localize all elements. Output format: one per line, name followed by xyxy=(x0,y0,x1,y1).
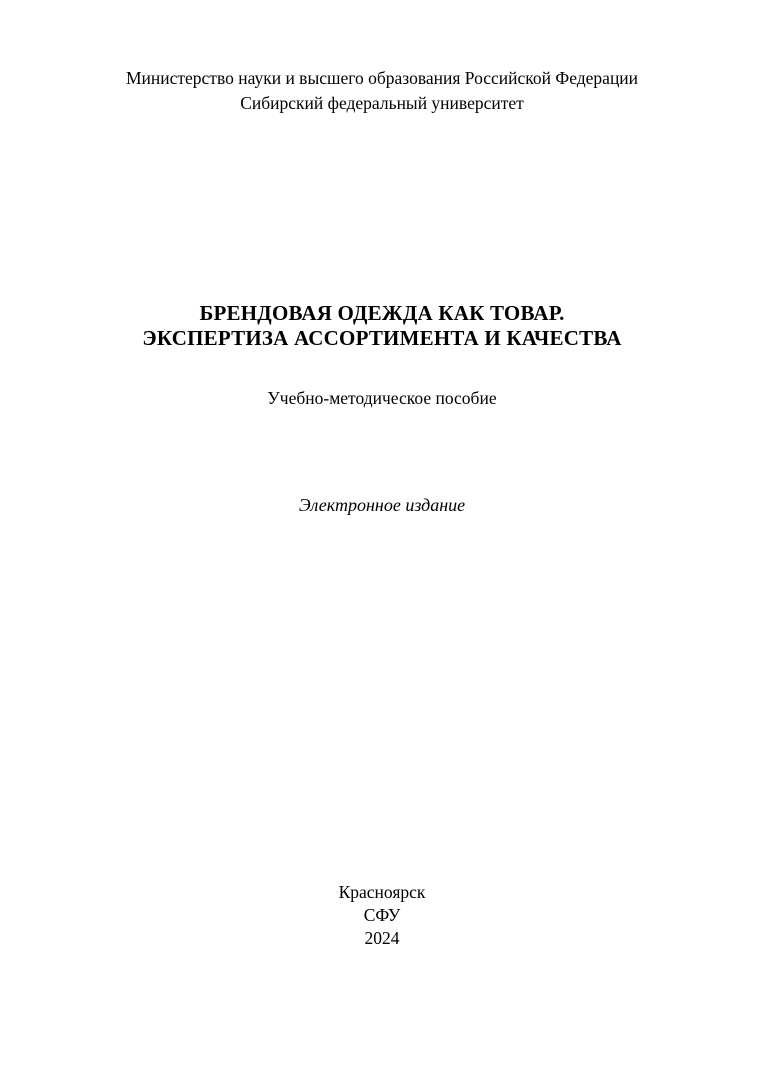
ministry-line: Министерство науки и высшего образования Российской Федерации xyxy=(125,68,639,88)
imprint-city: Красноярск xyxy=(338,882,426,902)
edition-note-text: Электронное издание xyxy=(298,495,466,515)
book-title-line-2: ЭКСПЕРТИЗА АССОРТИМЕНТА И КАЧЕСТВА xyxy=(142,326,622,350)
edition-note xyxy=(0,493,764,518)
book-subtitle-text: Учебно-методическое пособие xyxy=(267,388,497,408)
book-title xyxy=(0,301,764,351)
imprint-publisher: СФУ xyxy=(363,905,401,925)
university-line: Сибирский федеральный университет xyxy=(240,93,524,113)
imprint-year: 2024 xyxy=(364,928,400,948)
book-subtitle xyxy=(0,386,764,411)
book-title-line-1: БРЕНДОВАЯ ОДЕЖДА КАК ТОВАР. xyxy=(199,301,565,325)
ministry-header xyxy=(0,66,764,116)
imprint xyxy=(0,881,764,950)
